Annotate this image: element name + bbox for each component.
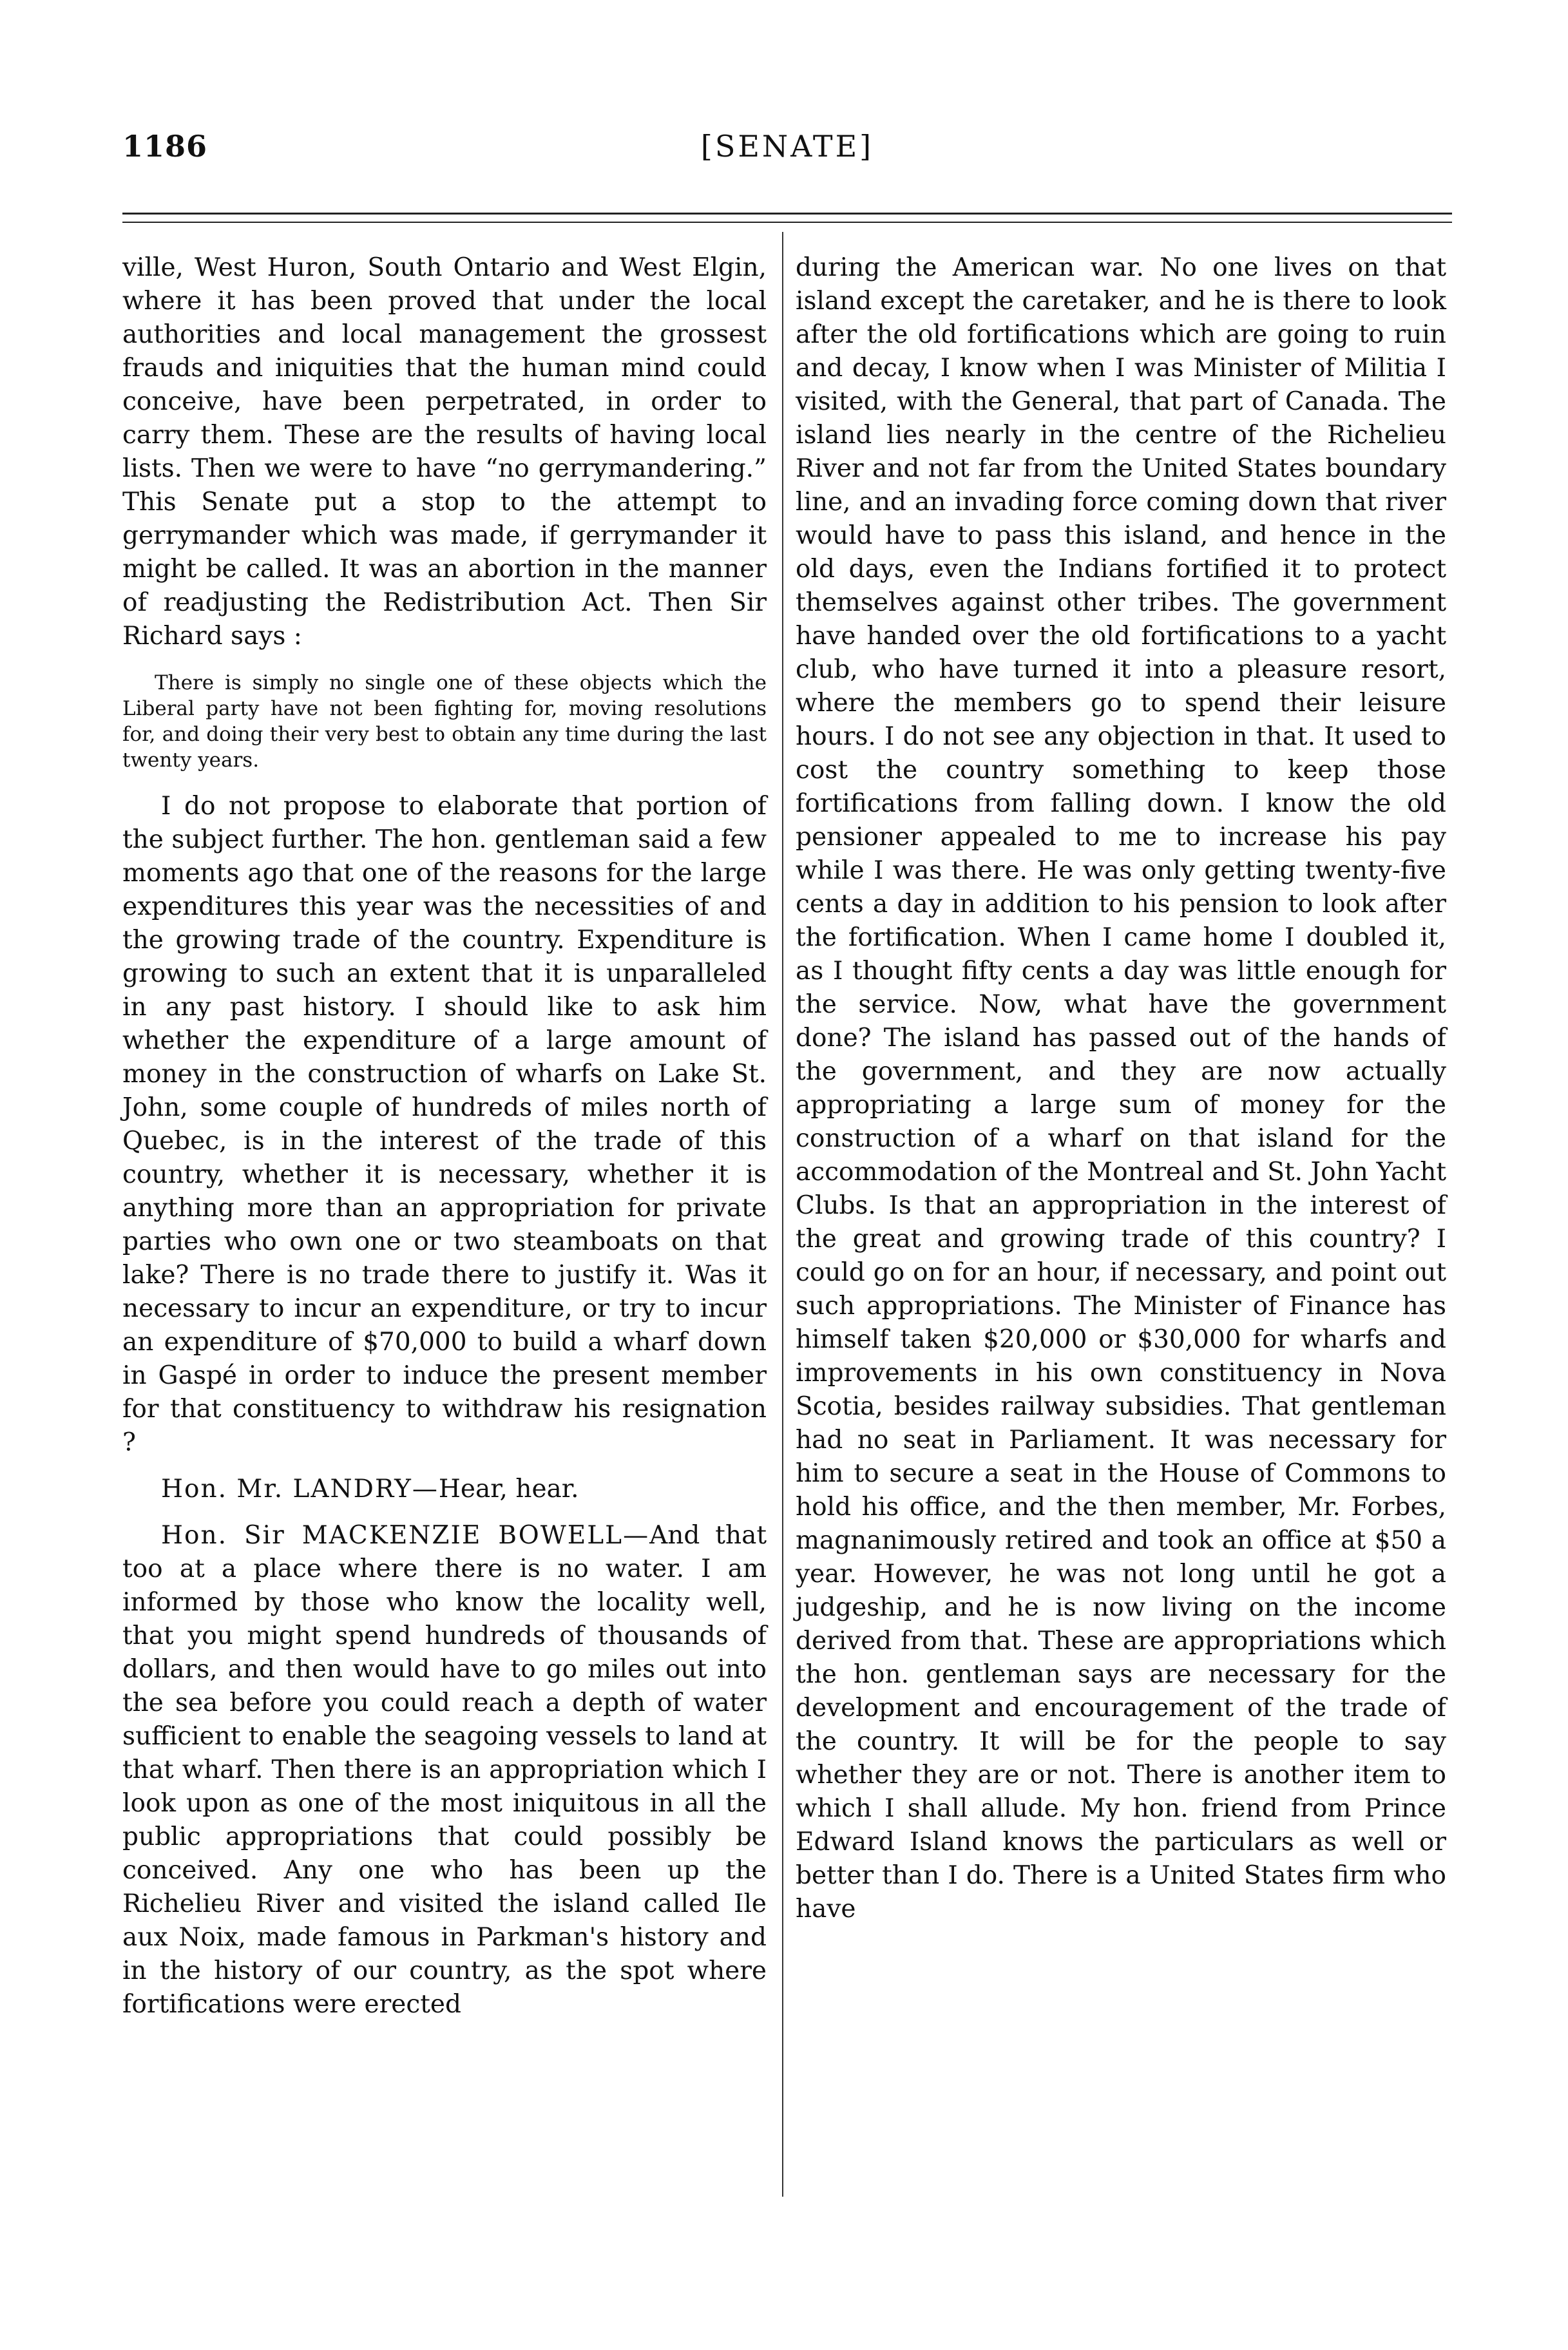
left-paragraph-2: I do not propose to elaborate that portion of the subject further. The hon. gentleman said a few moments ago that one of the reasons for the large expenditures this year was the necessities of and the growing trade of the country. Expenditure is growing to such an extent that it is unparalleled in any past history. I should like to ask him whether the expenditure of a large amount of money in the construction of wharfs on Lake St. John, some couple of hundreds of miles north of Quebec, is in the interest of the trade of this country, whether it is necessary, whether it is anything more than an appropriation for private parties who own one or two steamboats on that lake? There is no trade there to justify it. Was it necessary to incur an expenditure, or try to incur an expenditure of $70,000 to build a wharf down in Gaspé in order to induce the present member for that constituency to withdraw his resignation ? <box>122 792 767 1457</box>
column-divider <box>782 232 783 2197</box>
speech-bowell <box>122 1519 767 2021</box>
page-header <box>122 129 1452 174</box>
left-column <box>122 251 767 2021</box>
speaker-name-landry: Hon. Mr. LANDRY— <box>161 1475 439 1504</box>
page-number: 1186 <box>122 129 208 164</box>
header-rule-top <box>122 213 1452 215</box>
right-paragraph-1: during the American war. No one lives on that island except the caretaker, and he is there to look after the old fortifications which are going to ruin and decay, I know when I was Minister of Militia I visited, with the General, that part of Canada. The island lies nearly in the centre of the Richelieu River and not far from the United States boundary line, and an invading force coming down that river would have to pass this island, and hence in the old days, even the Indians fortified it to protect themselves against other tribes. The government have handed over the old fortifications to a yacht club, who have turned it into a pleasure resort, where the members go to spend their leisure hours. I do not see any objection in that. It used to cost the country something to keep those fortifications from falling down. I know the old pensioner appealed to me to increase his pay while I was there. He was only getting twenty-five cents a day in addition to his pension to look after the fortification. When I came home I doubled it, as I thought fifty cents a day was little enough for the service. Now, what have the government done? The island has passed out of the hands of the government, and they are now actually appropriating a large sum of money for the construction of a wharf on that island for the accommodation of the Montreal and St. John Yacht Clubs. Is that an appropriation in the interest of the great and growing trade of this country? I could go on for an hour, if necessary, and point out such appropriations. The Minister of Finance has himself taken $20,000 or $30,000 for wharfs and improvements in his own constituency in Nova Scotia, besides railway subsidies. That gentleman had no seat in Parliament. It was necessary for him to secure a seat in the House of Commons to hold his office, and the then member, Mr. Forbes, magnanimously retired and took an office at $50 a year. However, he was not long until he got a judgeship, and he is now living on the income derived from that. These are appropriations which the hon. gentleman says are necessary for the development and encouragement of the trade of the country. It will be for the people to say whether they are or not. There is another item to which I shall allude. My hon. friend from Prince Edward Island knows the particulars as well or better than I do. There is a United States firm who have <box>796 253 1446 1924</box>
speech-landry <box>122 1473 767 1506</box>
header-rule-bottom <box>122 222 1452 223</box>
speech-text-bowell: And that too at a place where there is no water. I am informed by those who know the locality well, that you might spend hundreds of thousands of dollars, and then would have to go miles out into the sea before you could reach a depth of water sufficient to enable the seagoing vessels to land at that wharf. Then there is an appropriation which I look upon as one of the most iniquitous in all the public appropriations that could possibly be conceived. Any one who has been up the Richelieu River and visited the island called Ile aux Noix, made famous in Parkman's history and in the history of our country, as the spot where fortifications were erected <box>122 1521 767 2019</box>
right-column <box>796 251 1446 1926</box>
running-head: [SENATE] <box>700 129 874 164</box>
quoted-passage: There is simply no single one of these objects which the Liberal party have not been fighting for, moving resolutions for, and doing their very best to obtain any time during the last twenty years. <box>122 671 767 772</box>
left-paragraph-1: ville, West Huron, South Ontario and West Elgin, where it has been proved that under the local authorities and local management the grossest frauds and iniquities that the human mind could conceive, have been perpetrated, in order to carry them. These are the results of having local lists. Then we were to have “no gerrymandering.” This Senate put a stop to the attempt to gerrymander which was made, if gerrymander it might be called. It was an abortion in the manner of readjusting the Redistribution Act. Then Sir Richard says : <box>122 253 767 651</box>
speech-text-landry: Hear, hear. <box>438 1475 579 1504</box>
speaker-name-bowell: Hon. Sir MACKENZIE BOWELL— <box>161 1521 650 1550</box>
